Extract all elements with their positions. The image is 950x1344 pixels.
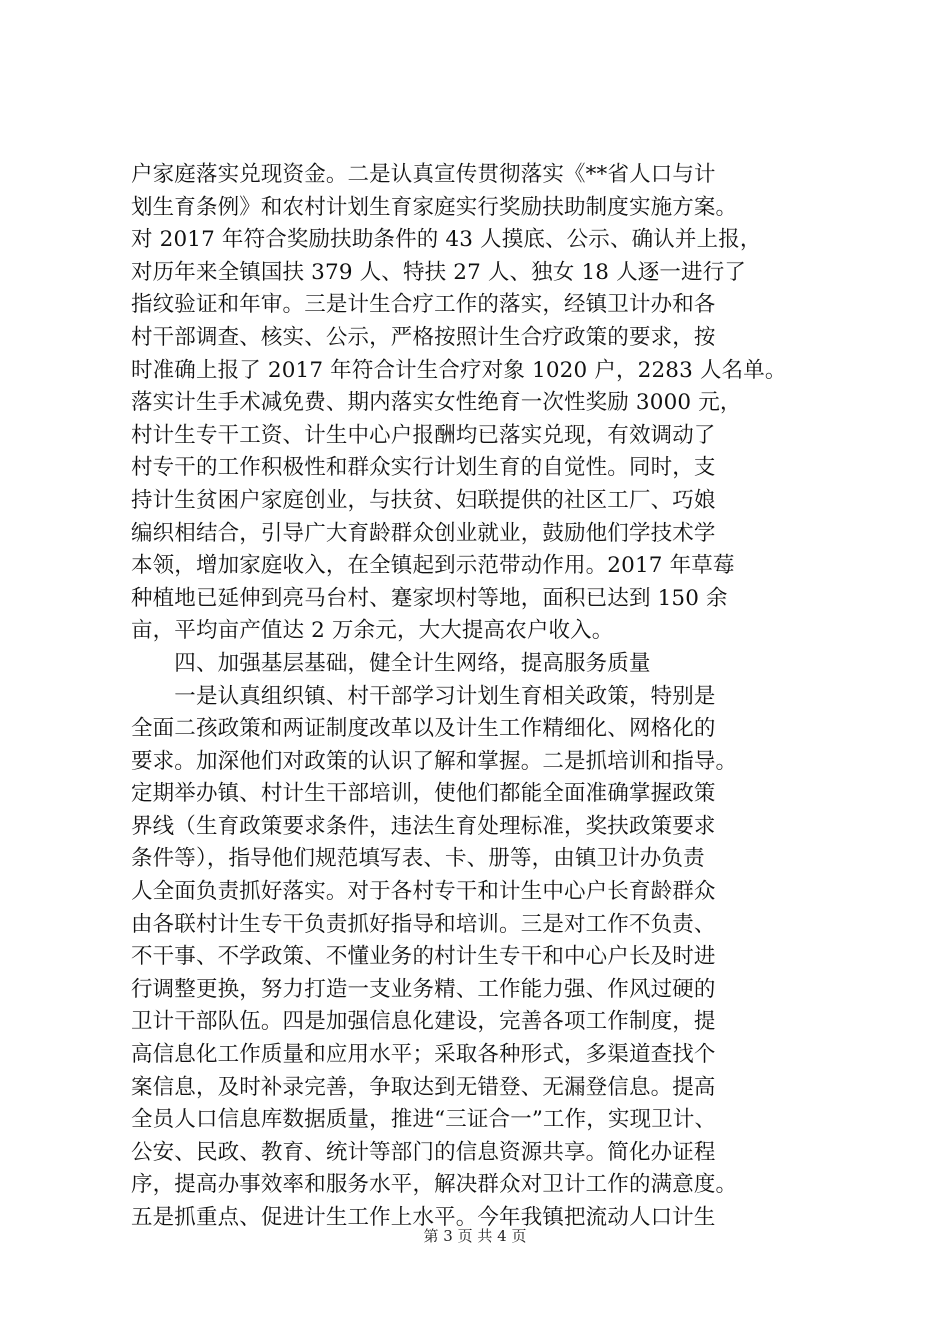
text-line: 高信息化工作质量和应用水平；采取各种形式，多渠道查找个 (131, 1042, 716, 1068)
text-line: 亩，平均亩产值达 2 万余元，大大提高农户收入。 (131, 618, 614, 644)
text-line: 不干事、不学政策、不懂业务的村计生专干和中心户长及时进 (131, 944, 716, 970)
text-line: 要求。加深他们对政策的认识了解和掌握。二是抓培训和指导。 (131, 748, 738, 774)
text-line: 种植地已延伸到亮马台村、蹇家坝村等地，面积已达到 150 余 (131, 585, 728, 611)
text-line: 户家庭落实兑现资金。二是认真宣传贯彻落实《**省人口与计 (131, 162, 716, 187)
text-line: 指纹验证和年审。三是计生合疗工作的落实，经镇卫计办和各 (131, 292, 716, 318)
text-line: 行调整更换，努力打造一支业务精、工作能力强、作风过硬的 (131, 976, 716, 1002)
text-line: 定期举办镇、村计生干部培训，使他们都能全面准确掌握政策 (131, 781, 716, 807)
text-line: 村专干的工作积极性和群众实行计划生育的自觉性。同时，支 (131, 455, 716, 481)
text-line: 公安、民政、教育、统计等部门的信息资源共享。简化办证程 (131, 1139, 716, 1165)
text-line: 由各联村计生专干负责抓好指导和培训。三是对工作不负责、 (131, 911, 716, 937)
text-line: 持计生贫困户家庭创业，与扶贫、妇联提供的社区工厂、巧娘 (131, 487, 716, 513)
text-line: 序，提高办事效率和服务水平，解决群众对卫计工作的满意度。 (131, 1172, 738, 1198)
text-line: 本领，增加家庭收入，在全镇起到示范带动作用。2017 年草莓 (131, 553, 735, 579)
text-line: 落实计生手术减免费、期内落实女性绝育一次性奖励 3000 元， (131, 390, 742, 416)
text-line: 全面二孩政策和两证制度改革以及计生工作精细化、网格化的 (131, 716, 716, 742)
text-line: 划生育条例》和农村计划生育家庭实行奖励扶助制度实施方案。 (131, 194, 738, 220)
text-line: 时准确上报了 2017 年符合计生合疗对象 1020 户，2283 人名单。 (131, 357, 787, 383)
text-line: 村计生专干工资、计生中心户报酬均已落实兑现，有效调动了 (131, 422, 716, 448)
text-line: 界线（生育政策要求条件，违法生育处理标准，奖扶政策要求 (131, 813, 716, 839)
text-line: 对 2017 年符合奖励扶助条件的 43 人摸底、公示、确认并上报， (131, 227, 762, 253)
text-line: 全员人口信息库数据质量，推进“三证合一”工作，实现卫计、 (131, 1107, 717, 1133)
document-body (131, 159, 831, 1235)
text-line: 一是认真组织镇、村干部学习计划生育相关政策，特别是 (131, 683, 716, 709)
text-line: 对历年来全镇国扶 379 人、特扶 27 人、独女 18 人逐一进行了 (131, 259, 747, 285)
text-line: 人全面负责抓好落实。对于各村专干和计生中心户长育龄群众 (131, 879, 716, 905)
text-line: 村干部调查、核实、公示，严格按照计生合疗政策的要求，按 (131, 324, 716, 350)
text-line: 条件等），指导他们规范填写表、卡、册等，由镇卫计办负责 (131, 846, 705, 872)
text-line: 编织相结合，引导广大育龄群众创业就业，鼓励他们学技术学 (131, 520, 716, 546)
page-footer: 第 3 页 共 4 页 (423, 1227, 527, 1245)
text-line: 四、加强基层基础，健全计生网络，提高服务质量 (131, 650, 651, 676)
text-line: 案信息，及时补录完善，争取达到无错登、无漏登信息。提高 (131, 1074, 716, 1100)
text-line: 卫计干部队伍。四是加强信息化建设，完善各项工作制度，提 (131, 1009, 716, 1035)
text-line: 五是抓重点、促进计生工作上水平。今年我镇把流动人口计生 (131, 1205, 716, 1230)
